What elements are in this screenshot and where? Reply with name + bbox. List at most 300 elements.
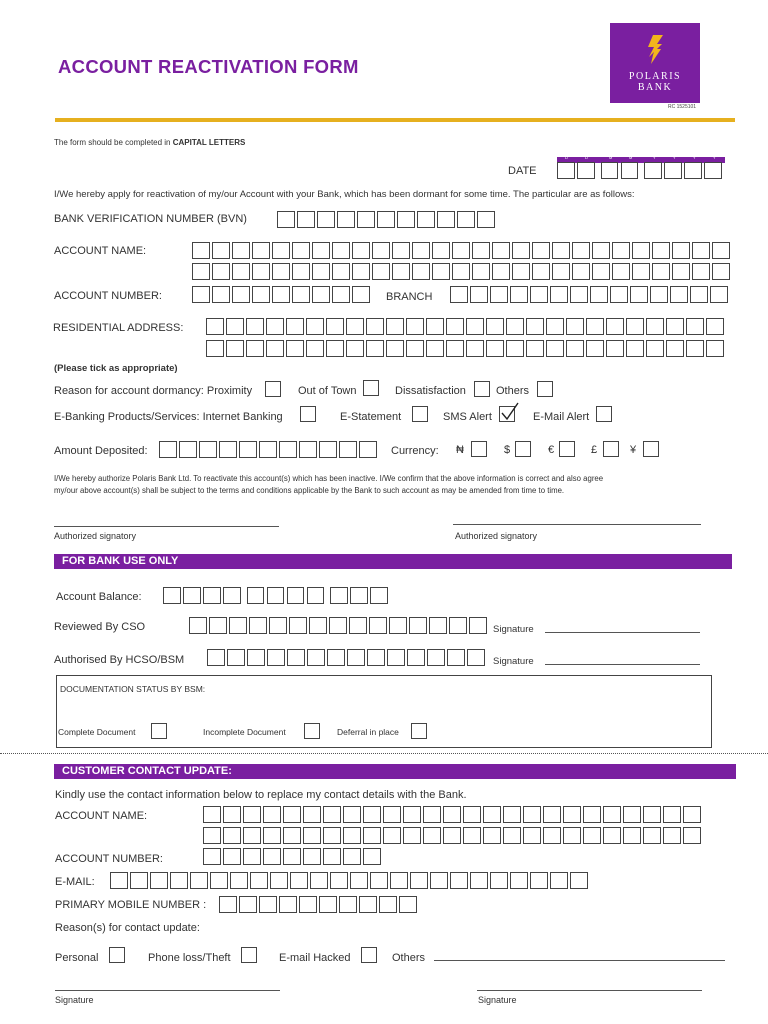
account-name-input-line1[interactable]	[192, 242, 732, 259]
address-input-line2[interactable]	[206, 340, 726, 357]
input-cell[interactable]	[283, 806, 301, 823]
input-cell[interactable]	[206, 318, 224, 335]
input-cell[interactable]	[706, 318, 724, 335]
input-cell[interactable]	[307, 587, 325, 604]
input-cell[interactable]	[223, 848, 241, 865]
input-cell[interactable]	[664, 162, 682, 179]
euro-checkbox[interactable]	[559, 441, 575, 457]
input-cell[interactable]	[367, 649, 385, 666]
sms-alert-checkbox[interactable]	[499, 406, 515, 422]
input-cell[interactable]	[352, 286, 370, 303]
input-cell[interactable]	[299, 441, 317, 458]
input-cell[interactable]	[426, 340, 444, 357]
input-cell[interactable]	[399, 896, 417, 913]
input-cell[interactable]	[363, 848, 381, 865]
input-cell[interactable]	[643, 827, 661, 844]
input-cell[interactable]	[212, 263, 230, 280]
input-cell[interactable]	[389, 617, 407, 634]
input-cell[interactable]	[199, 441, 217, 458]
input-cell[interactable]	[546, 340, 564, 357]
input-cell[interactable]	[530, 286, 548, 303]
input-cell[interactable]	[179, 441, 197, 458]
input-cell[interactable]	[339, 896, 357, 913]
input-cell[interactable]	[426, 318, 444, 335]
input-cell[interactable]	[319, 896, 337, 913]
others-checkbox[interactable]	[537, 381, 553, 397]
input-cell[interactable]	[572, 263, 590, 280]
input-cell[interactable]	[207, 649, 225, 666]
contact-others-line[interactable]	[434, 960, 725, 961]
input-cell[interactable]	[263, 806, 281, 823]
input-cell[interactable]	[623, 806, 641, 823]
input-cell[interactable]	[227, 649, 245, 666]
input-cell[interactable]	[683, 827, 701, 844]
input-cell[interactable]	[150, 872, 168, 889]
input-cell[interactable]	[586, 318, 604, 335]
input-cell[interactable]	[232, 242, 250, 259]
input-cell[interactable]	[692, 263, 710, 280]
dissatisfaction-checkbox[interactable]	[474, 381, 490, 397]
input-cell[interactable]	[319, 441, 337, 458]
input-cell[interactable]	[710, 286, 728, 303]
input-cell[interactable]	[666, 340, 684, 357]
input-cell[interactable]	[292, 242, 310, 259]
input-cell[interactable]	[412, 263, 430, 280]
input-cell[interactable]	[269, 617, 287, 634]
input-cell[interactable]	[610, 286, 628, 303]
input-cell[interactable]	[512, 242, 530, 259]
input-cell[interactable]	[203, 848, 221, 865]
input-cell[interactable]	[706, 340, 724, 357]
input-cell[interactable]	[247, 649, 265, 666]
input-cell[interactable]	[606, 318, 624, 335]
input-cell[interactable]	[392, 242, 410, 259]
input-cell[interactable]	[272, 263, 290, 280]
input-cell[interactable]	[232, 263, 250, 280]
input-cell[interactable]	[583, 827, 601, 844]
input-cell[interactable]	[403, 827, 421, 844]
input-cell[interactable]	[289, 617, 307, 634]
input-cell[interactable]	[550, 286, 568, 303]
input-cell[interactable]	[323, 827, 341, 844]
input-cell[interactable]	[523, 806, 541, 823]
input-cell[interactable]	[510, 872, 528, 889]
input-cell[interactable]	[352, 263, 370, 280]
input-cell[interactable]	[270, 872, 288, 889]
input-cell[interactable]	[644, 162, 662, 179]
input-cell[interactable]	[329, 617, 347, 634]
input-cell[interactable]	[339, 441, 357, 458]
complete-document-checkbox[interactable]	[151, 723, 167, 739]
input-cell[interactable]	[286, 340, 304, 357]
input-cell[interactable]	[323, 806, 341, 823]
input-cell[interactable]	[307, 649, 325, 666]
email-input[interactable]	[110, 872, 590, 889]
input-cell[interactable]	[712, 263, 730, 280]
input-cell[interactable]	[266, 318, 284, 335]
amount-deposited-input[interactable]	[159, 441, 379, 458]
input-cell[interactable]	[246, 340, 264, 357]
input-cell[interactable]	[303, 806, 321, 823]
input-cell[interactable]	[163, 587, 181, 604]
input-cell[interactable]	[446, 340, 464, 357]
input-cell[interactable]	[379, 896, 397, 913]
input-cell[interactable]	[312, 263, 330, 280]
input-cell[interactable]	[192, 286, 210, 303]
input-cell[interactable]	[192, 242, 210, 259]
input-cell[interactable]	[490, 286, 508, 303]
input-cell[interactable]	[686, 340, 704, 357]
input-cell[interactable]	[303, 827, 321, 844]
input-cell[interactable]	[212, 242, 230, 259]
yen-checkbox[interactable]	[643, 441, 659, 457]
input-cell[interactable]	[543, 806, 561, 823]
input-cell[interactable]	[423, 806, 441, 823]
input-cell[interactable]	[363, 827, 381, 844]
input-cell[interactable]	[209, 617, 227, 634]
input-cell[interactable]	[450, 286, 468, 303]
input-cell[interactable]	[466, 340, 484, 357]
input-cell[interactable]	[286, 318, 304, 335]
input-cell[interactable]	[704, 162, 722, 179]
input-cell[interactable]	[239, 441, 257, 458]
input-cell[interactable]	[684, 162, 702, 179]
input-cell[interactable]	[170, 872, 188, 889]
input-cell[interactable]	[259, 896, 277, 913]
input-cell[interactable]	[343, 806, 361, 823]
input-cell[interactable]	[692, 242, 710, 259]
input-cell[interactable]	[586, 340, 604, 357]
input-cell[interactable]	[387, 649, 405, 666]
input-cell[interactable]	[477, 211, 495, 228]
input-cell[interactable]	[366, 340, 384, 357]
input-cell[interactable]	[603, 806, 621, 823]
input-cell[interactable]	[349, 617, 367, 634]
input-cell[interactable]	[470, 286, 488, 303]
input-cell[interactable]	[626, 318, 644, 335]
input-cell[interactable]	[672, 242, 690, 259]
pound-checkbox[interactable]	[603, 441, 619, 457]
input-cell[interactable]	[383, 827, 401, 844]
input-cell[interactable]	[570, 872, 588, 889]
reviewed-by-input[interactable]	[189, 617, 489, 634]
input-cell[interactable]	[550, 872, 568, 889]
input-cell[interactable]	[310, 872, 328, 889]
input-cell[interactable]	[601, 162, 619, 179]
input-cell[interactable]	[263, 848, 281, 865]
input-cell[interactable]	[530, 872, 548, 889]
input-cell[interactable]	[249, 617, 267, 634]
input-cell[interactable]	[350, 872, 368, 889]
input-cell[interactable]	[523, 827, 541, 844]
input-cell[interactable]	[370, 872, 388, 889]
input-cell[interactable]	[646, 318, 664, 335]
input-cell[interactable]	[332, 286, 350, 303]
input-cell[interactable]	[563, 827, 581, 844]
input-cell[interactable]	[212, 286, 230, 303]
input-cell[interactable]	[670, 286, 688, 303]
input-cell[interactable]	[250, 872, 268, 889]
input-cell[interactable]	[352, 242, 370, 259]
dollar-checkbox[interactable]	[515, 441, 531, 457]
input-cell[interactable]	[290, 872, 308, 889]
input-cell[interactable]	[192, 263, 210, 280]
input-cell[interactable]	[386, 318, 404, 335]
authorised-by-input[interactable]	[207, 649, 487, 666]
input-cell[interactable]	[347, 649, 365, 666]
deferral-checkbox[interactable]	[411, 723, 427, 739]
input-cell[interactable]	[563, 806, 581, 823]
input-cell[interactable]	[406, 340, 424, 357]
input-cell[interactable]	[503, 806, 521, 823]
input-cell[interactable]	[397, 211, 415, 228]
estatement-checkbox[interactable]	[412, 406, 428, 422]
input-cell[interactable]	[372, 242, 390, 259]
input-cell[interactable]	[526, 340, 544, 357]
input-cell[interactable]	[243, 848, 261, 865]
input-cell[interactable]	[506, 318, 524, 335]
input-cell[interactable]	[326, 318, 344, 335]
input-cell[interactable]	[159, 441, 177, 458]
account-number-input[interactable]	[192, 286, 372, 303]
input-cell[interactable]	[446, 318, 464, 335]
contact-signature-line-2[interactable]	[477, 990, 702, 991]
input-cell[interactable]	[666, 318, 684, 335]
input-cell[interactable]	[303, 848, 321, 865]
input-cell[interactable]	[252, 242, 270, 259]
input-cell[interactable]	[486, 318, 504, 335]
input-cell[interactable]	[219, 896, 237, 913]
input-cell[interactable]	[372, 263, 390, 280]
input-cell[interactable]	[267, 587, 285, 604]
input-cell[interactable]	[532, 263, 550, 280]
input-cell[interactable]	[583, 806, 601, 823]
bvn-input[interactable]	[277, 211, 497, 228]
input-cell[interactable]	[483, 806, 501, 823]
input-cell[interactable]	[623, 827, 641, 844]
input-cell[interactable]	[490, 872, 508, 889]
input-cell[interactable]	[266, 340, 284, 357]
input-cell[interactable]	[243, 806, 261, 823]
authorised-signature-line[interactable]	[545, 664, 700, 665]
input-cell[interactable]	[452, 242, 470, 259]
input-cell[interactable]	[330, 872, 348, 889]
input-cell[interactable]	[343, 827, 361, 844]
input-cell[interactable]	[472, 242, 490, 259]
input-cell[interactable]	[443, 806, 461, 823]
input-cell[interactable]	[312, 286, 330, 303]
input-cell[interactable]	[323, 848, 341, 865]
contact-signature-line-1[interactable]	[55, 990, 280, 991]
input-cell[interactable]	[652, 242, 670, 259]
email-alert-checkbox[interactable]	[596, 406, 612, 422]
input-cell[interactable]	[330, 587, 348, 604]
input-cell[interactable]	[386, 340, 404, 357]
phone-loss-checkbox[interactable]	[241, 947, 257, 963]
input-cell[interactable]	[309, 617, 327, 634]
input-cell[interactable]	[526, 318, 544, 335]
input-cell[interactable]	[467, 649, 485, 666]
reviewed-signature-line[interactable]	[545, 632, 700, 633]
naira-checkbox[interactable]	[471, 441, 487, 457]
input-cell[interactable]	[247, 587, 265, 604]
input-cell[interactable]	[427, 649, 445, 666]
input-cell[interactable]	[592, 263, 610, 280]
input-cell[interactable]	[279, 441, 297, 458]
input-cell[interactable]	[223, 827, 241, 844]
input-cell[interactable]	[532, 242, 550, 259]
input-cell[interactable]	[359, 896, 377, 913]
signatory-line-2[interactable]	[453, 524, 701, 525]
input-cell[interactable]	[572, 242, 590, 259]
input-cell[interactable]	[370, 587, 388, 604]
input-cell[interactable]	[452, 263, 470, 280]
input-cell[interactable]	[512, 263, 530, 280]
input-cell[interactable]	[663, 806, 681, 823]
input-cell[interactable]	[317, 211, 335, 228]
input-cell[interactable]	[626, 340, 644, 357]
email-hacked-checkbox[interactable]	[361, 947, 377, 963]
input-cell[interactable]	[621, 162, 639, 179]
input-cell[interactable]	[492, 242, 510, 259]
input-cell[interactable]	[337, 211, 355, 228]
input-cell[interactable]	[263, 827, 281, 844]
input-cell[interactable]	[443, 827, 461, 844]
input-cell[interactable]	[332, 263, 350, 280]
input-cell[interactable]	[390, 872, 408, 889]
mobile-input[interactable]	[219, 896, 419, 913]
input-cell[interactable]	[272, 242, 290, 259]
input-cell[interactable]	[130, 872, 148, 889]
input-cell[interactable]	[650, 286, 668, 303]
signatory-line-1[interactable]	[54, 526, 279, 527]
input-cell[interactable]	[343, 848, 361, 865]
input-cell[interactable]	[232, 286, 250, 303]
input-cell[interactable]	[287, 649, 305, 666]
input-cell[interactable]	[223, 806, 241, 823]
input-cell[interactable]	[226, 340, 244, 357]
input-cell[interactable]	[219, 441, 237, 458]
account-balance-input[interactable]	[163, 587, 390, 604]
input-cell[interactable]	[712, 242, 730, 259]
input-cell[interactable]	[283, 848, 301, 865]
input-cell[interactable]	[292, 263, 310, 280]
input-cell[interactable]	[652, 263, 670, 280]
input-cell[interactable]	[287, 587, 305, 604]
input-cell[interactable]	[297, 211, 315, 228]
input-cell[interactable]	[312, 242, 330, 259]
input-cell[interactable]	[552, 263, 570, 280]
input-cell[interactable]	[577, 162, 595, 179]
input-cell[interactable]	[363, 806, 381, 823]
input-cell[interactable]	[450, 872, 468, 889]
proximity-checkbox[interactable]	[265, 381, 281, 397]
input-cell[interactable]	[466, 318, 484, 335]
input-cell[interactable]	[350, 587, 368, 604]
input-cell[interactable]	[239, 896, 257, 913]
input-cell[interactable]	[472, 263, 490, 280]
input-cell[interactable]	[299, 896, 317, 913]
input-cell[interactable]	[246, 318, 264, 335]
input-cell[interactable]	[366, 318, 384, 335]
input-cell[interactable]	[469, 617, 487, 634]
input-cell[interactable]	[606, 340, 624, 357]
input-cell[interactable]	[230, 872, 248, 889]
input-cell[interactable]	[630, 286, 648, 303]
out-of-town-checkbox[interactable]	[363, 380, 379, 396]
address-input-line1[interactable]	[206, 318, 726, 335]
input-cell[interactable]	[612, 263, 630, 280]
input-cell[interactable]	[267, 649, 285, 666]
input-cell[interactable]	[430, 872, 448, 889]
input-cell[interactable]	[683, 806, 701, 823]
input-cell[interactable]	[432, 263, 450, 280]
branch-input[interactable]	[450, 286, 730, 303]
input-cell[interactable]	[229, 617, 247, 634]
input-cell[interactable]	[552, 242, 570, 259]
input-cell[interactable]	[392, 263, 410, 280]
input-cell[interactable]	[327, 649, 345, 666]
input-cell[interactable]	[326, 340, 344, 357]
input-cell[interactable]	[346, 318, 364, 335]
input-cell[interactable]	[603, 827, 621, 844]
input-cell[interactable]	[369, 617, 387, 634]
input-cell[interactable]	[612, 242, 630, 259]
input-cell[interactable]	[407, 649, 425, 666]
input-cell[interactable]	[357, 211, 375, 228]
input-cell[interactable]	[306, 340, 324, 357]
input-cell[interactable]	[570, 286, 588, 303]
input-cell[interactable]	[632, 242, 650, 259]
input-cell[interactable]	[190, 872, 208, 889]
input-cell[interactable]	[279, 896, 297, 913]
input-cell[interactable]	[646, 340, 664, 357]
input-cell[interactable]	[410, 872, 428, 889]
input-cell[interactable]	[506, 340, 524, 357]
internet-banking-checkbox[interactable]	[300, 406, 316, 422]
input-cell[interactable]	[447, 649, 465, 666]
input-cell[interactable]	[226, 318, 244, 335]
input-cell[interactable]	[409, 617, 427, 634]
input-cell[interactable]	[566, 340, 584, 357]
input-cell[interactable]	[283, 827, 301, 844]
input-cell[interactable]	[223, 587, 241, 604]
input-cell[interactable]	[110, 872, 128, 889]
input-cell[interactable]	[203, 587, 221, 604]
input-cell[interactable]	[203, 827, 221, 844]
input-cell[interactable]	[429, 617, 447, 634]
account-name-input-line2[interactable]	[192, 263, 732, 280]
input-cell[interactable]	[690, 286, 708, 303]
input-cell[interactable]	[412, 242, 430, 259]
input-cell[interactable]	[672, 263, 690, 280]
input-cell[interactable]	[686, 318, 704, 335]
contact-account-name-line2[interactable]	[203, 827, 703, 844]
incomplete-document-checkbox[interactable]	[304, 723, 320, 739]
input-cell[interactable]	[259, 441, 277, 458]
date-field[interactable]	[557, 162, 724, 179]
input-cell[interactable]	[406, 318, 424, 335]
input-cell[interactable]	[306, 318, 324, 335]
input-cell[interactable]	[332, 242, 350, 259]
input-cell[interactable]	[510, 286, 528, 303]
contact-account-name-line1[interactable]	[203, 806, 703, 823]
input-cell[interactable]	[566, 318, 584, 335]
input-cell[interactable]	[463, 827, 481, 844]
input-cell[interactable]	[463, 806, 481, 823]
input-cell[interactable]	[189, 617, 207, 634]
input-cell[interactable]	[417, 211, 435, 228]
